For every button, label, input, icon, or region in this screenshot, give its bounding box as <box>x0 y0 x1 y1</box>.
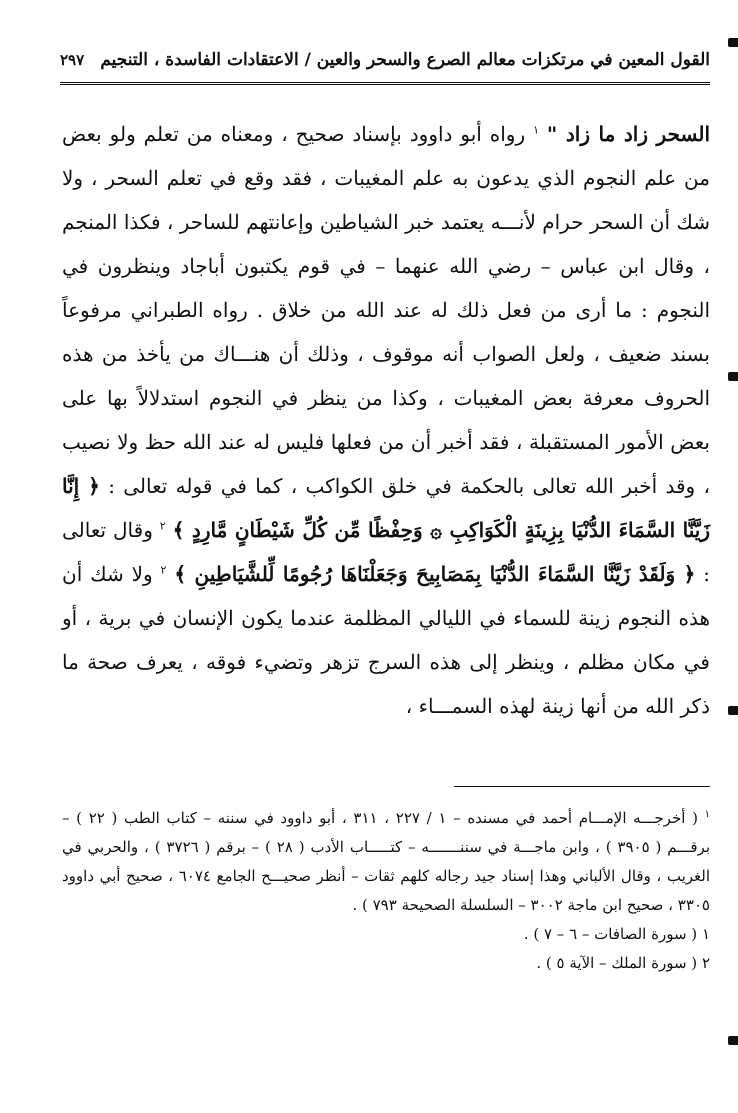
body-text <box>62 112 710 728</box>
footnote-item <box>62 800 710 920</box>
footnote-ref-1: ١ <box>533 123 539 137</box>
footnote-separator <box>454 786 710 787</box>
quran-verse-mulk: ﴿ وَلَقَدْ زَيَّنَّا السَّمَاءَ الدُّنْيَا بِمَصَابِيحَ وَجَعَلْنَاهَا رُجُومًا لِّلشَّيَاطِينِ ﴾ <box>174 562 696 586</box>
footnote-text: ( أخرجـــه الإمـــام أحمد في مسنده – ١ / ٢٢٧ ، ٣١١ ، أبو داوود في سننه – كتاب الطب ( ٢٢ ) – برقـــم ( ٣٩٠٥ ) ، وابن ماجـــة في سننـــــــه – كتـــــاب الأدب ( ٢٨ ) – برقم ( ٣٧٢٦ ) ، والحربي في الغريب ، وقال الألباني وهذا إسناد جيد رجاله كلهم ثقات – أنظر صحيـــح الجامع ٦٠٧٤ ، صحيح أبي داوود ٣٣٠٥ ، صحيح ابن ماجة ٣٠٠٢ – السلسلة الصحيحة ٧٩٣ ) . <box>62 809 711 914</box>
page-number: ٢٩٧ <box>60 51 85 69</box>
header-rule <box>60 82 710 85</box>
footnote-number: ٢ <box>701 954 710 972</box>
binding-mark-bottom <box>728 1036 738 1045</box>
footnote-text: ( سورة الملك – الآية ٥ ) . <box>536 954 698 972</box>
footnote-number: ١ <box>701 925 710 943</box>
binding-mark-lower <box>728 706 738 715</box>
binding-mark-top <box>728 38 738 47</box>
footnote-ref-3: ٢ <box>160 563 167 577</box>
footnote-ref-2: ٢ <box>159 519 166 533</box>
footnote-item <box>62 920 710 949</box>
body-paragraph <box>62 112 710 728</box>
hadith-quote-end: السحر زاد ما زاد " <box>546 122 710 146</box>
running-header <box>60 40 710 80</box>
paragraph-text-mid: وقال تعالى : <box>62 518 710 586</box>
footnote-item <box>62 949 710 978</box>
footnote-text: ( سورة الصافات – ٦ – ٧ ) . <box>523 925 698 943</box>
paragraph-text: رواه أبو داوود بإسناد صحيح ، ومعناه من تعلم ولو بعض من علم النجوم الذي يدعون به علم المغيبات ، فقد وقع في تعلم السحر ، ولا شك أن السحر حرام لأنـــه يعتمد خبر الشياطين وإعانتهم للساحر ، فكذا المنجم ، وقال ابن عباس – رضي الله عنهما – في قوم يكتبون أباجاد وينظرون في النجوم : ما أرى من فعل ذلك له عند الله من خلاق . رواه الطبراني مرفوعاً بسند ضعيف ، ولعل الصواب أنه موقوف ، وذلك أن هنـــاك من يأخذ من هذه الحروف معرفة بعض المغيبات ، وكذا من ينظر في النجوم استدلالاً بها على بعض الأمور المستقبلة ، فقد أخبر أن من فعلها فليس له عند الله حظ ولا نصيب ، وقد أخبر الله تعالى بالحكمة في خلق الكواكب ، كما في قوله تعالى : <box>62 122 710 498</box>
quran-verse-saffat: ﴿ إِنَّا زَيَّنَّا السَّمَاءَ الدُّنْيَا بِزِينَةٍ الْكَوَاكِبِ ۞ وَحِفْظًا مِّن كُلِّ شَيْطَانٍ مَّارِدٍ ﴾ <box>62 474 711 542</box>
header-title: القول المعين في مرتكزات معالم الصرع والسحر والعين / الاعتقادات الفاسدة ، التنجيم <box>100 50 710 70</box>
footnotes <box>62 800 710 978</box>
binding-mark-middle <box>728 372 738 381</box>
footnote-number: ١ <box>704 809 710 820</box>
paragraph-text-end: ولا شك أن هذه النجوم زينة للسماء في الليالي المظلمة عندما يكون الإنسان في برية ، أو في مكان مظلم ، وينظر إلى هذه السرج تزهر وتضيء فوقه ، يعرف صحة ما ذكر الله من أنها زينة لهذه السمـــاء ، <box>62 562 710 718</box>
